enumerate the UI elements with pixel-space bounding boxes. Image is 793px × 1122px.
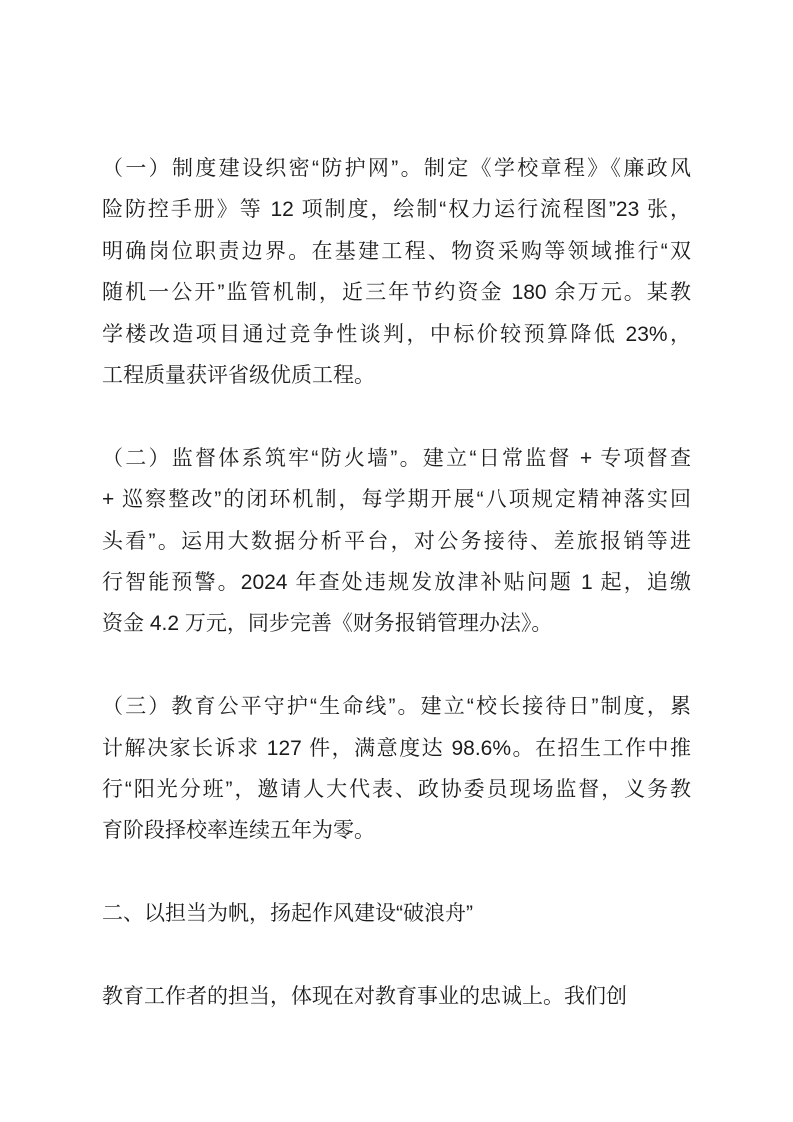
text-line: 学楼改造项目通过竞争性谈判，中标价较预算降低 23%，	[102, 322, 691, 346]
text-line: 教育工作者的担当，体现在对教育事业的忠诚上。我们创	[102, 985, 627, 1009]
text-line: + 巡察整改”的闭环机制，每学期开展“八项规定精神落实回	[102, 488, 691, 512]
text-line: 随机一公开”监管机制，近三年节约资金 180 余万元。某教	[102, 281, 691, 305]
text-line: （三）教育公平守护“生命线”。建立“校长接待日”制度，累	[102, 695, 691, 719]
text-line: 育阶段择校率连续五年为零。	[102, 819, 375, 843]
body-paragraph	[102, 686, 691, 852]
text-line: 险防控手册》等 12 项制度，绘制“权力运行流程图”23 张，	[102, 198, 691, 222]
text-line: 明确岗位职责边界。在基建工程、物资采购等领域推行“双	[102, 239, 691, 263]
text-line: （二）监督体系筑牢“防火墙”。建立“日常监督 + 专项督查	[102, 446, 691, 470]
text-line: 头看”。运用大数据分析平台，对公务接待、差旅报销等进	[102, 529, 691, 553]
text-line: （一）制度建设织密“防护网”。制定《学校章程》《廉政风	[102, 157, 691, 180]
text-line: 资金 4.2 万元，同步完善《财务报销管理办法》。	[102, 612, 553, 636]
body-paragraph	[102, 976, 691, 1017]
body-paragraph	[102, 438, 691, 645]
document-body	[102, 148, 691, 1017]
section-heading	[102, 893, 691, 934]
text-line: 工程质量获评省级优质工程。	[102, 364, 375, 388]
text-line: 二、以担当为帆，扬起作风建设“破浪舟”	[102, 902, 473, 926]
text-line: 计解决家长诉求 127 件，满意度达 98.6%。在招生工作中推	[102, 736, 691, 760]
text-line: 行“阳光分班”，邀请人大代表、政协委员现场监督，义务教	[102, 778, 691, 802]
text-line: 行智能预警。2024 年查处违规发放津补贴问题 1 起，追缴	[102, 571, 691, 595]
body-paragraph	[102, 148, 691, 396]
